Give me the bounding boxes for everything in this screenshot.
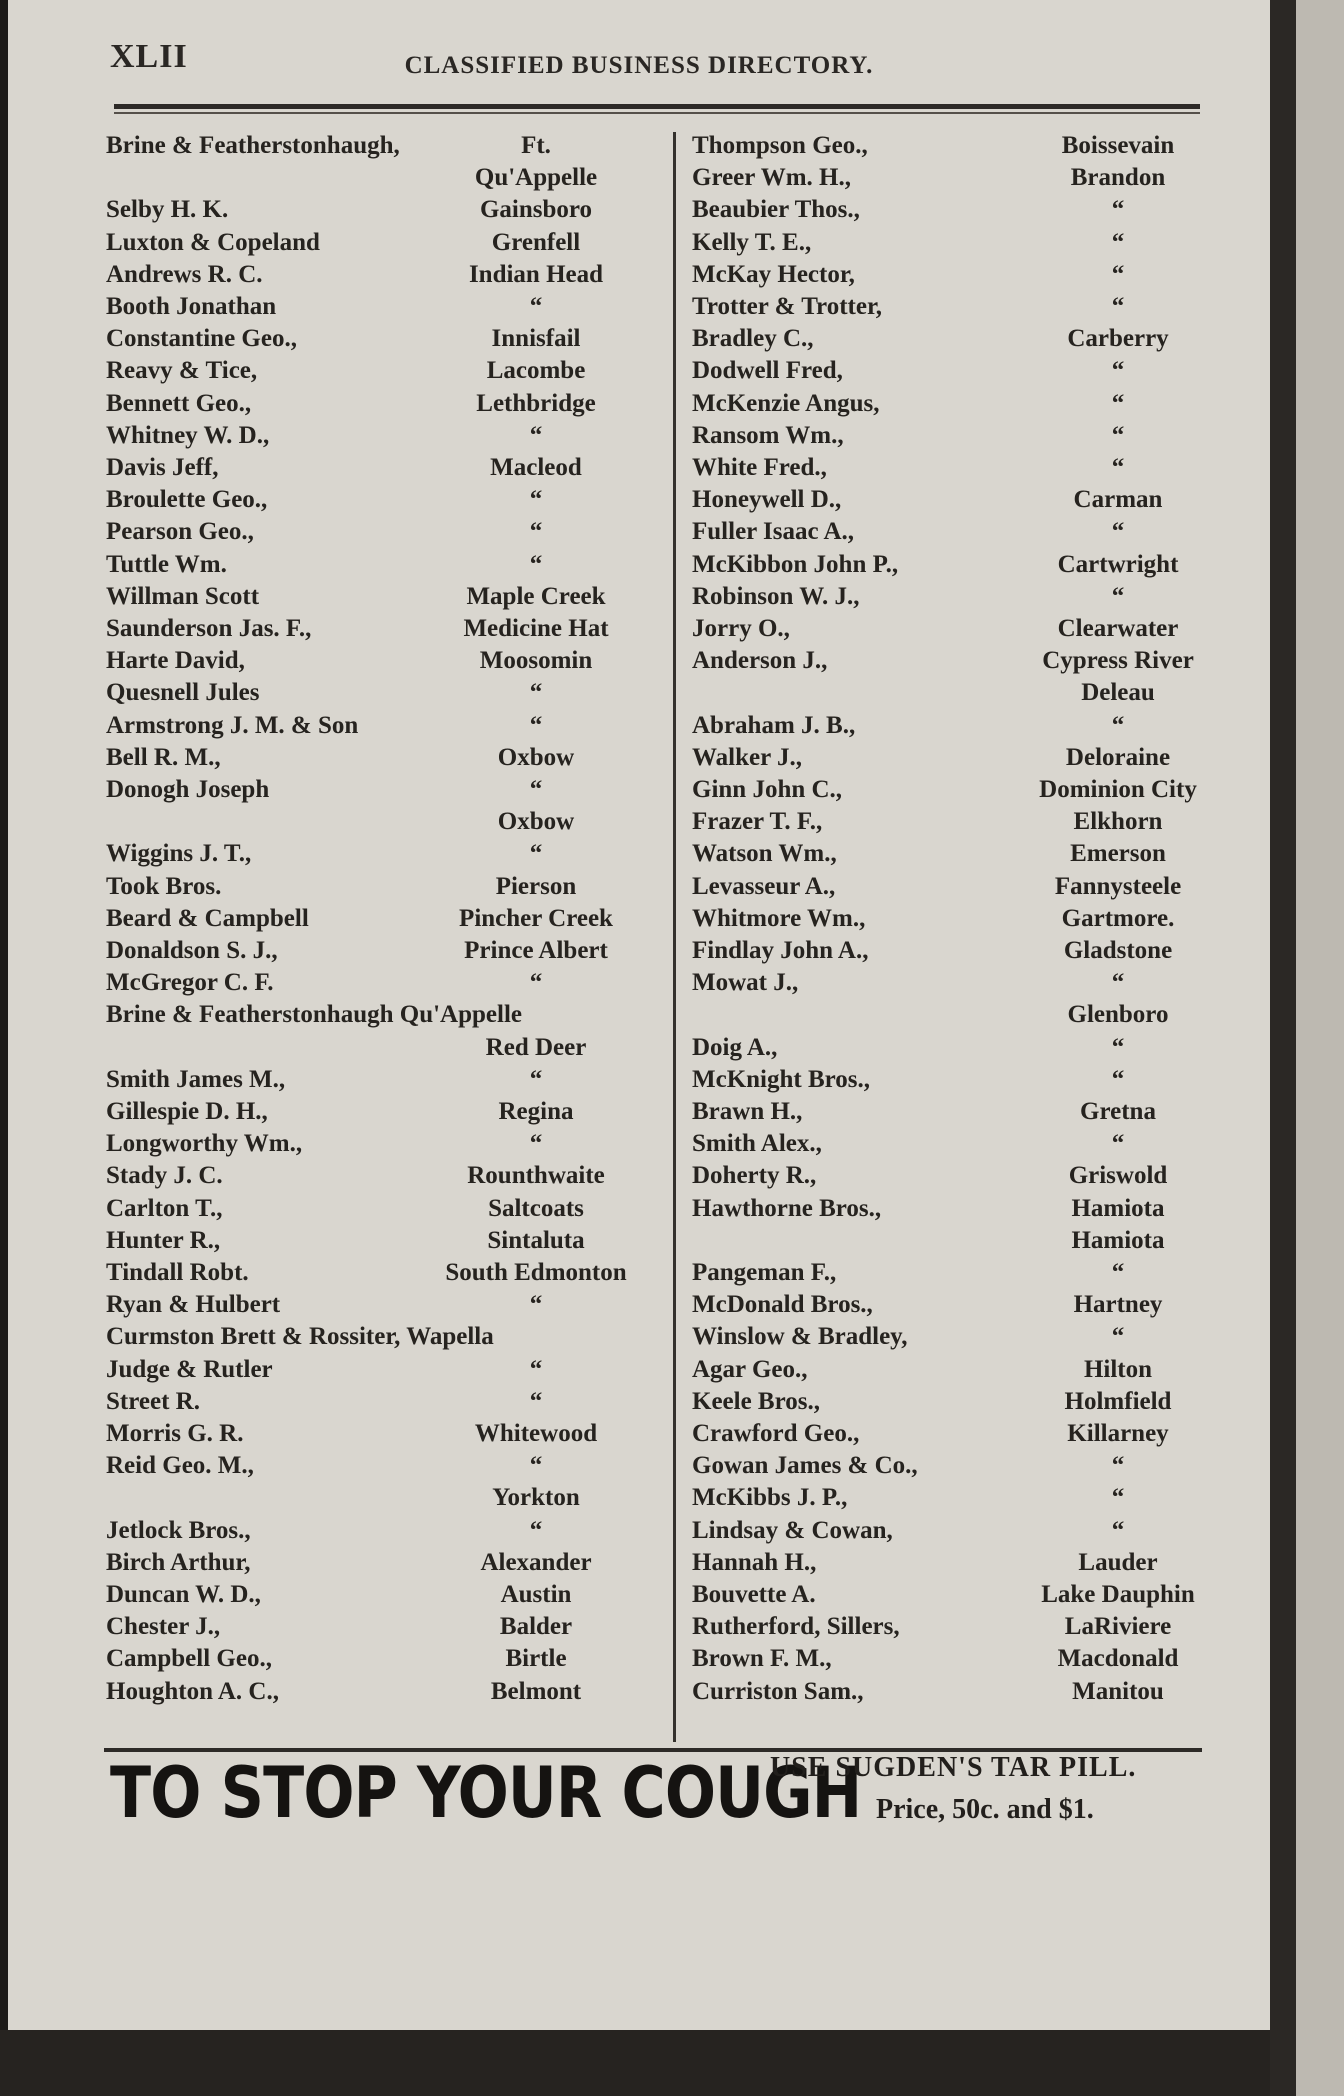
business-location: Glenboro — [1067, 1001, 1169, 1029]
business-name: Agar Geo., — [692, 1355, 808, 1383]
directory-entry — [8, 905, 1270, 937]
directory-entry — [8, 422, 1270, 454]
directory-entry — [8, 1517, 1270, 1549]
business-location: Fannysteele — [1054, 872, 1182, 900]
business-location: “ — [529, 1291, 543, 1319]
business-name: Dodwell Fred, — [692, 357, 843, 385]
page-number: XLII — [110, 38, 188, 75]
business-name: Crawford Geo., — [692, 1420, 860, 1447]
business-location: “ — [1111, 711, 1125, 739]
business-name: Hannah H., — [692, 1548, 817, 1576]
business-location: Hamiota — [1071, 1194, 1165, 1222]
business-name: Donaldson S. J., — [106, 937, 278, 964]
business-name: Fuller Isaac A., — [692, 518, 855, 546]
business-location: “ — [529, 293, 543, 320]
business-name: Levasseur A., — [692, 872, 836, 900]
business-name: Robinson W. J., — [692, 582, 860, 610]
business-location: “ — [529, 1387, 543, 1415]
business-location: Macdonald — [1057, 1645, 1179, 1673]
business-location: “ — [529, 679, 543, 707]
business-location: Carman — [1073, 486, 1163, 514]
business-location: Deloraine — [1065, 743, 1171, 771]
directory-entry — [8, 647, 1270, 679]
business-name: Broulette Geo., — [106, 486, 268, 514]
business-name: Selby H. K. — [106, 196, 229, 224]
business-name: Doherty R., — [692, 1162, 817, 1190]
business-name: Beard & Campbell — [106, 904, 309, 932]
business-location: LaRiviere — [1064, 1613, 1172, 1641]
business-name: Gowan James & Co., — [692, 1452, 918, 1480]
business-name: Ginn John C., — [692, 776, 843, 803]
directory-entry — [8, 1162, 1270, 1194]
directory-entry — [8, 744, 1270, 776]
business-name: Smith Alex., — [692, 1130, 822, 1158]
business-name: Street R. — [106, 1387, 200, 1415]
business-name: Judge & Rutler — [106, 1355, 273, 1383]
business-name: Bell R. M., — [106, 743, 221, 771]
directory-entry — [8, 132, 1270, 164]
business-name: McKay Hector, — [692, 260, 855, 288]
business-location: Balder — [499, 1613, 573, 1641]
business-location: Lethbridge — [476, 389, 596, 417]
directory-entry — [8, 518, 1270, 550]
directory-entry — [8, 325, 1270, 357]
page-title: CLASSIFIED BUSINESS DIRECTORY. — [404, 52, 874, 79]
directory-entry — [8, 679, 1270, 711]
directory-entry — [8, 969, 1270, 1001]
business-name: Harte David, — [106, 647, 245, 675]
directory-entry — [8, 776, 1270, 808]
business-location: “ — [1111, 1065, 1125, 1093]
business-name: Took Bros. — [106, 872, 222, 900]
business-name: Armstrong J. M. & Son — [106, 711, 359, 739]
business-name: Bradley C., — [692, 325, 814, 353]
directory-entry — [8, 1098, 1270, 1130]
business-location: Maple Creek — [466, 582, 606, 610]
business-name: Brine & Featherstonhaugh Qu'Appelle — [106, 1001, 522, 1029]
directory-entry — [8, 293, 1270, 325]
business-name: Winslow & Bradley, — [692, 1323, 908, 1351]
business-location: “ — [1111, 228, 1125, 256]
directory-entry — [8, 357, 1270, 389]
business-location: “ — [529, 840, 543, 868]
business-location: “ — [1111, 1484, 1125, 1512]
business-name: Anderson J., — [692, 647, 828, 675]
business-name: Bennett Geo., — [106, 389, 252, 417]
facing-page-sliver — [1296, 0, 1344, 2096]
business-location: Clearwater — [1057, 615, 1179, 642]
directory-entry — [8, 1549, 1270, 1581]
business-name: Findlay John A., — [692, 937, 869, 964]
business-location: Elkhorn — [1073, 808, 1163, 836]
business-name: Jetlock Bros., — [106, 1516, 251, 1544]
business-name: Doig A., — [692, 1033, 778, 1061]
directory-entry — [8, 1323, 1270, 1355]
business-name: Campbell Geo., — [106, 1645, 272, 1673]
business-location: “ — [1111, 389, 1125, 417]
directory-entry — [8, 1678, 1270, 1710]
business-location: Whitewood — [474, 1420, 598, 1447]
directory-entry — [8, 1227, 1270, 1259]
business-location: “ — [1111, 969, 1125, 997]
business-location: Birtle — [505, 1645, 567, 1673]
business-location: “ — [1111, 454, 1125, 481]
business-location: Lacombe — [486, 357, 586, 385]
business-name: Keele Bros., — [692, 1387, 820, 1415]
business-name: Watson Wm., — [692, 840, 837, 868]
business-name: Honeywell D., — [692, 486, 842, 514]
business-location: Yorkton — [492, 1484, 580, 1512]
directory-entry — [8, 1130, 1270, 1162]
directory-entry — [8, 390, 1270, 422]
business-location: Hartney — [1073, 1291, 1163, 1319]
business-location: Innisfail — [491, 325, 581, 353]
business-name: Luxton & Copeland — [106, 228, 320, 256]
business-location: “ — [529, 518, 543, 546]
business-name: Lindsay & Cowan, — [692, 1516, 893, 1544]
business-name: Frazer T. F., — [692, 808, 823, 836]
business-name: Reavy & Tice, — [106, 357, 258, 385]
directory-entry — [8, 261, 1270, 293]
business-location: “ — [1111, 1259, 1125, 1286]
business-name: Trotter & Trotter, — [692, 293, 882, 320]
business-name: Constantine Geo., — [106, 325, 297, 353]
business-location: Boissevain — [1061, 132, 1175, 159]
business-location: Manitou — [1072, 1677, 1164, 1705]
business-location: Qu'Appelle — [474, 164, 598, 192]
business-location: “ — [529, 550, 543, 578]
directory-entry — [8, 712, 1270, 744]
business-name: Duncan W. D., — [106, 1581, 261, 1608]
header-rule — [114, 104, 1200, 109]
directory-entry — [8, 1001, 1270, 1033]
business-location: Prince Albert — [464, 937, 608, 964]
business-location: Deleau — [1081, 679, 1155, 707]
business-location: Indian Head — [468, 260, 604, 288]
business-name: Chester J., — [106, 1613, 221, 1641]
business-location: Dominion City — [1039, 776, 1197, 803]
business-location: “ — [1111, 582, 1125, 610]
business-name: Birch Arthur, — [106, 1548, 251, 1576]
business-location: Lauder — [1078, 1548, 1158, 1576]
business-name: Tuttle Wm. — [106, 550, 227, 578]
business-name: Whitmore Wm., — [692, 904, 866, 932]
directory-entry — [8, 1034, 1270, 1066]
business-location: “ — [529, 1130, 543, 1158]
business-location: Gretna — [1080, 1098, 1156, 1125]
directory-entry — [8, 1195, 1270, 1227]
business-location: “ — [529, 969, 543, 997]
business-location: Ft. — [521, 132, 551, 159]
business-location: “ — [529, 1452, 543, 1480]
book-page-edge — [1270, 0, 1296, 2096]
business-name: Saunderson Jas. F., — [106, 615, 312, 642]
business-location: Rounthwaite — [467, 1162, 605, 1190]
directory-entry — [8, 1420, 1270, 1452]
business-location: Carberry — [1067, 325, 1169, 353]
business-location: “ — [1111, 357, 1125, 385]
business-name: McKibbon John P., — [692, 550, 899, 578]
header-rule-thin — [114, 112, 1200, 114]
business-location: Belmont — [490, 1677, 582, 1705]
business-location: Medicine Hat — [463, 615, 609, 642]
business-name: Carlton T., — [106, 1194, 223, 1222]
business-name: Pangeman F., — [692, 1259, 837, 1286]
business-location: “ — [1111, 293, 1125, 320]
directory-entry — [8, 1581, 1270, 1613]
business-location: “ — [1111, 1323, 1125, 1351]
ad-price-line: Price, 50c. and $1. — [876, 1794, 1094, 1825]
business-name: Ransom Wm., — [692, 421, 844, 449]
business-name: Reid Geo. M., — [106, 1452, 254, 1480]
business-location: Grenfell — [491, 228, 581, 256]
business-location: Macleod — [490, 454, 582, 481]
ad-headline: TO STOP YOUR COUGH — [110, 1752, 862, 1834]
business-name: Curmston Brett & Rossiter, Wapella — [106, 1323, 494, 1351]
business-location: Cypress River — [1042, 647, 1194, 675]
business-name: Hunter R., — [106, 1226, 221, 1254]
business-location: Griswold — [1068, 1162, 1168, 1190]
directory-entry — [8, 551, 1270, 583]
directory-entry — [8, 615, 1270, 647]
directory-entry — [8, 1613, 1270, 1645]
business-location: Regina — [498, 1098, 574, 1125]
business-name: Kelly T. E., — [692, 228, 812, 256]
business-location: Saltcoats — [488, 1194, 584, 1222]
business-name: Davis Jeff, — [106, 454, 219, 481]
business-name: Abraham J. B., — [692, 711, 856, 739]
directory-entry — [8, 454, 1270, 486]
business-location: “ — [529, 1065, 543, 1093]
business-name: Rutherford, Sillers, — [692, 1613, 900, 1641]
directory-entry — [8, 583, 1270, 615]
business-location: Pincher Creek — [459, 904, 613, 932]
business-location: Oxbow — [497, 808, 575, 836]
business-name: McGregor C. F. — [106, 969, 274, 997]
business-name: Booth Jonathan — [106, 293, 277, 320]
business-name: Beaubier Thos., — [692, 196, 860, 224]
directory-entry — [8, 1484, 1270, 1516]
business-location: “ — [529, 421, 543, 449]
business-name: Willman Scott — [106, 582, 260, 610]
business-location: Red Deer — [485, 1033, 587, 1061]
business-location: Emerson — [1070, 840, 1166, 868]
directory-entry — [8, 840, 1270, 872]
business-location: Hamiota — [1071, 1226, 1165, 1254]
business-name: Houghton A. C., — [106, 1677, 279, 1705]
business-name: Andrews R. C. — [106, 260, 263, 288]
business-name: Ryan & Hulbert — [106, 1291, 281, 1319]
business-name: Jorry O., — [692, 615, 790, 642]
business-name: Donogh Joseph — [106, 776, 270, 803]
business-location: Holmfield — [1064, 1387, 1172, 1415]
business-name: Brown F. M., — [692, 1645, 832, 1673]
business-name: Gillespie D. H., — [106, 1098, 268, 1125]
business-location: Gladstone — [1063, 937, 1173, 964]
business-location: Moosomin — [479, 647, 593, 675]
business-name: Pearson Geo., — [106, 518, 254, 546]
directory-entry — [8, 1452, 1270, 1484]
ad-product-line: USE SUGDEN'S TAR PILL. — [770, 1752, 1137, 1783]
business-location: “ — [529, 486, 543, 514]
business-name: Walker J., — [692, 743, 802, 771]
directory-entry — [8, 196, 1270, 228]
business-name: McKibbs J. P., — [692, 1484, 848, 1512]
business-location: “ — [1111, 1033, 1125, 1061]
business-name: Thompson Geo., — [692, 132, 868, 159]
business-location: Oxbow — [497, 743, 575, 771]
business-name: Brawn H., — [692, 1098, 803, 1125]
book-bottom-shadow — [0, 2030, 1270, 2096]
business-location: Pierson — [495, 872, 577, 900]
business-location: Sintaluta — [487, 1226, 585, 1254]
business-location: “ — [529, 1516, 543, 1544]
business-location: Gainsboro — [479, 196, 593, 224]
directory-entry — [8, 1066, 1270, 1098]
business-name: Curriston Sam., — [692, 1677, 864, 1705]
business-name: McKenzie Angus, — [692, 389, 880, 417]
directory-entry — [8, 808, 1270, 840]
business-name: Hawthorne Bros., — [692, 1194, 882, 1222]
business-location: Brandon — [1070, 164, 1166, 192]
business-location: South Edmonton — [445, 1259, 627, 1286]
directory-entry — [8, 1259, 1270, 1291]
business-name: Mowat J., — [692, 969, 799, 997]
business-name: McDonald Bros., — [692, 1291, 873, 1319]
business-location: Austin — [500, 1581, 572, 1608]
business-location: Killarney — [1067, 1420, 1169, 1447]
business-name: Greer Wm. H., — [692, 164, 851, 192]
directory-entry — [8, 1645, 1270, 1677]
directory-page — [8, 0, 1270, 2030]
business-location: “ — [1111, 196, 1125, 224]
business-location: Gartmore. — [1061, 904, 1175, 932]
business-location: “ — [1111, 518, 1125, 546]
directory-entry — [8, 1356, 1270, 1388]
business-location: “ — [1111, 421, 1125, 449]
business-location: “ — [1111, 1452, 1125, 1480]
business-location: “ — [529, 776, 543, 803]
business-location: “ — [529, 1355, 543, 1383]
business-location: “ — [1111, 1130, 1125, 1158]
directory-entry — [8, 229, 1270, 261]
directory-entry — [8, 1291, 1270, 1323]
directory-entry — [8, 164, 1270, 196]
business-name: Whitney W. D., — [106, 421, 270, 449]
business-location: “ — [1111, 1516, 1125, 1544]
business-name: McKnight Bros., — [692, 1065, 871, 1093]
business-name: Smith James M., — [106, 1065, 286, 1093]
business-location: “ — [529, 711, 543, 739]
directory-entry — [8, 873, 1270, 905]
directory-entry — [8, 1388, 1270, 1420]
business-name: White Fred., — [692, 454, 827, 481]
business-name: Tindall Robt. — [106, 1259, 249, 1286]
business-location: Lake Dauphin — [1041, 1581, 1195, 1608]
business-name: Bouvette A. — [692, 1581, 816, 1608]
business-name: Stady J. C. — [106, 1162, 223, 1190]
directory-entry — [8, 937, 1270, 969]
business-name: Wiggins J. T., — [106, 840, 252, 868]
business-location: “ — [1111, 260, 1125, 288]
business-name: Brine & Featherstonhaugh, — [106, 132, 400, 159]
business-location: Alexander — [480, 1548, 592, 1576]
business-name: Quesnell Jules — [106, 679, 260, 707]
business-location: Cartwright — [1057, 550, 1179, 578]
business-name: Longworthy Wm., — [106, 1130, 303, 1158]
business-name: Morris G. R. — [106, 1420, 244, 1447]
business-location: Hilton — [1083, 1355, 1153, 1383]
directory-entry — [8, 486, 1270, 518]
